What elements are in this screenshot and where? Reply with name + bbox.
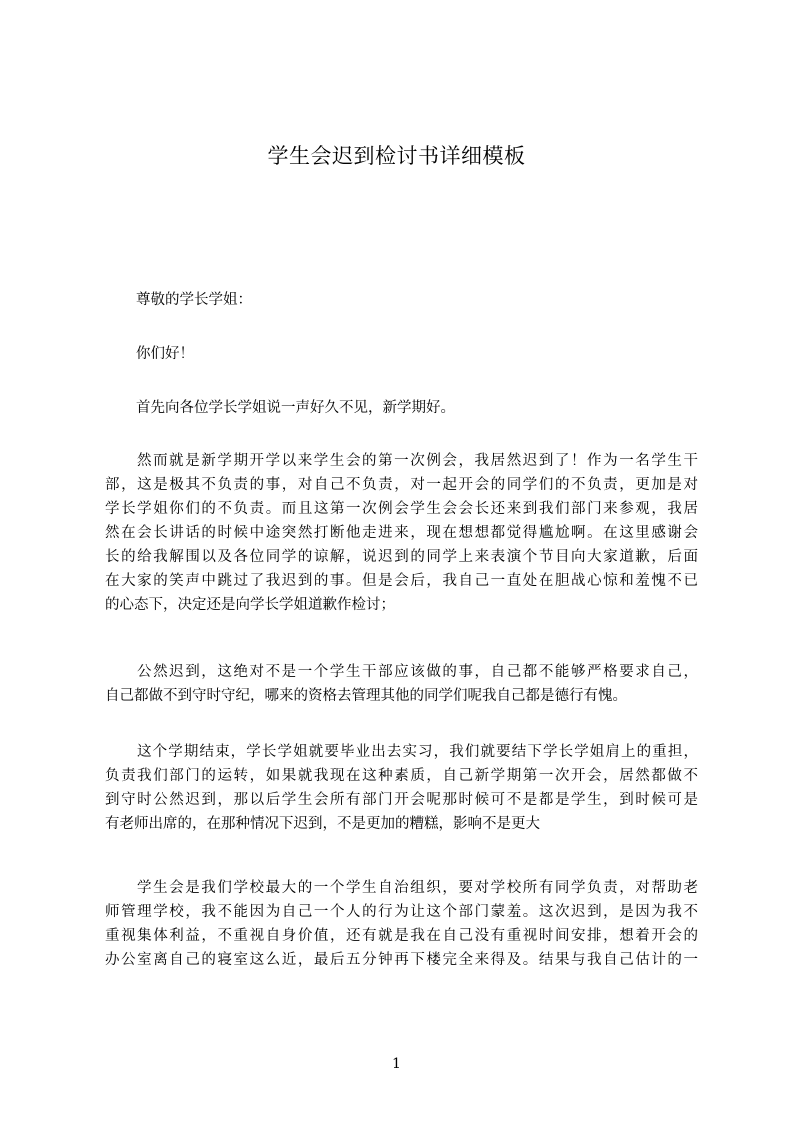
paragraph-line: 长的给我解围以及各位同学的谅解，说迟到的同学上来表演个节目向大家道歉，后面 bbox=[105, 549, 698, 565]
paragraph-line: 这个学期结束，学长学姐就要毕业出去实习，我们就要结下学长学姐肩上的重担， bbox=[137, 744, 698, 760]
salutation: 尊敬的学长学姐： bbox=[136, 292, 252, 308]
paragraph-line: 到守时公然迟到，那以后学生会所有部门开会呢那时候可不是都是学生，到时候可是 bbox=[105, 792, 698, 808]
paragraph-line: 负责我们部门的运转，如果就我现在这种素质，自己新学期第一次开会，居然都做不 bbox=[105, 768, 698, 784]
paragraph-line: 的心态下，决定还是向学长学姐道歉作检讨； bbox=[105, 597, 395, 613]
paragraph-line: 部，这是极其不负责的事，对自己不负责，对一起开会的同学们的不负责，更加是对 bbox=[105, 477, 698, 493]
paragraph-4 bbox=[105, 876, 698, 972]
opening-line: 首先向各位学长学姐说一声好久不见，新学期好。 bbox=[136, 400, 455, 416]
hello-line: 你们好！ bbox=[136, 346, 194, 362]
paragraph-2 bbox=[105, 660, 698, 708]
paragraph-line: 在大家的笑声中跳过了我迟到的事。但是会后，我自己一直处在胆战心惊和羞愧不已 bbox=[105, 573, 698, 589]
paragraph-line: 重视集体利益，不重视自身价值，还有就是我在自己没有重视时间安排，想着开会的 bbox=[105, 928, 698, 944]
paragraph-1 bbox=[105, 449, 698, 617]
paragraph-line: 学生会是我们学校最大的一个学生自治组织，要对学校所有同学负责，对帮助老 bbox=[137, 880, 698, 896]
paragraph-line: 然在会长讲话的时候中途突然打断他走进来，现在想想都觉得尴尬啊。在这里感谢会 bbox=[105, 525, 698, 541]
paragraph-line: 公然迟到，这绝对不是一个学生干部应该做的事，自己都不能够严格要求自己， bbox=[137, 664, 698, 680]
paragraph-3 bbox=[105, 740, 698, 836]
document-title: 学生会迟到检讨书详细模板 bbox=[267, 144, 526, 168]
paragraph-line: 学长学姐你们的不负责。而且这第一次例会学生会会长还来到我们部门来参观，我居 bbox=[105, 501, 698, 517]
paragraph-line: 然而就是新学期开学以来学生会的第一次例会，我居然迟到了！作为一名学生干 bbox=[137, 453, 698, 469]
paragraph-line: 自己都做不到守时守纪，哪来的资格去管理其他的同学们呢我自己都是德行有愧。 bbox=[105, 688, 627, 704]
paragraph-line: 师管理学校，我不能因为自己一个人的行为让这个部门蒙羞。这次迟到，是因为我不 bbox=[105, 904, 698, 920]
paragraph-line: 有老师出席的，在那种情况下迟到，不是更加的糟糕，影响不是更大 bbox=[105, 816, 540, 832]
page-number: 1 bbox=[392, 1056, 401, 1072]
paragraph-line: 办公室离自己的寝室这么近，最后五分钟再下楼完全来得及。结果与我自己估计的一 bbox=[105, 952, 698, 968]
